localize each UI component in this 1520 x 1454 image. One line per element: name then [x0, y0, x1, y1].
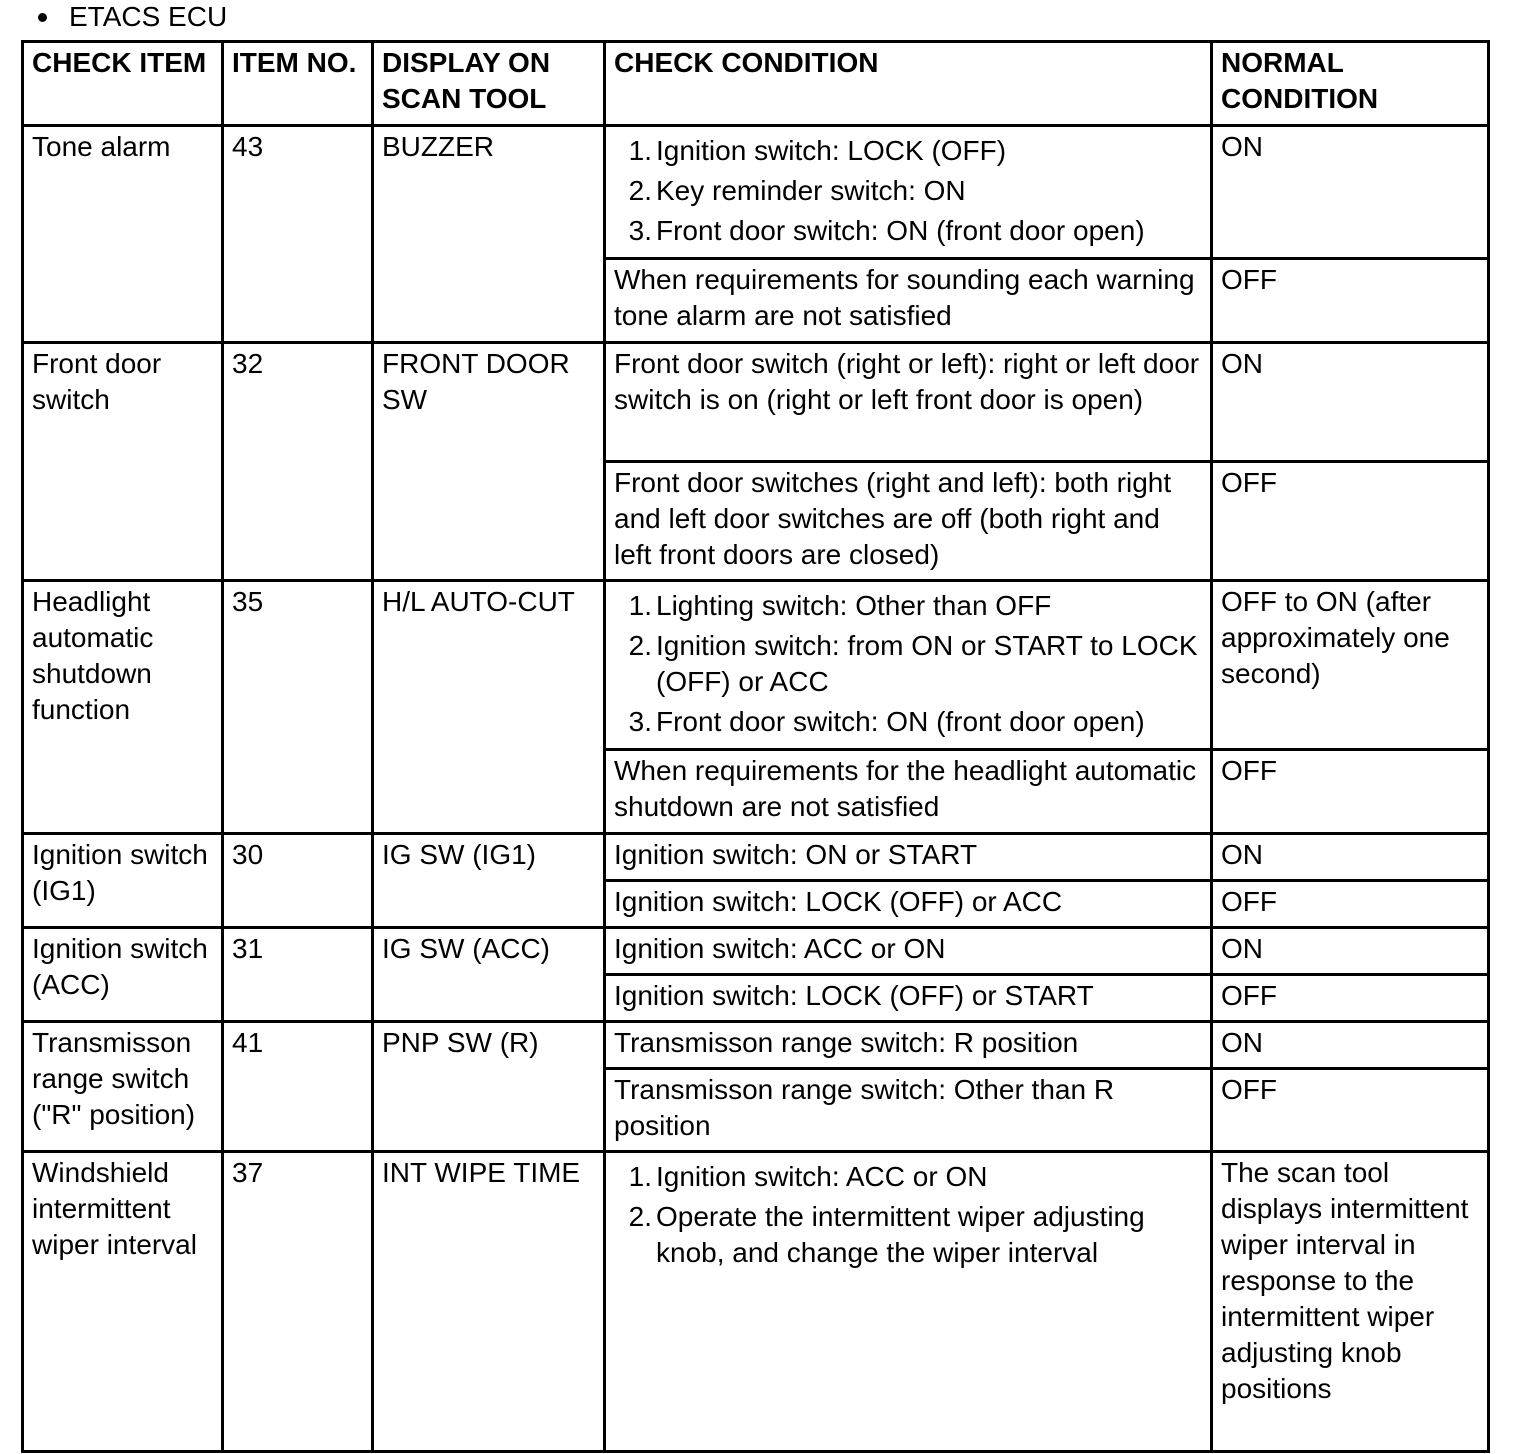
condition-step: 1. Ignition switch: LOCK (OFF) [628, 135, 1007, 166]
condition-step: 3. Front door switch: ON (front door open) [628, 706, 1145, 737]
cell-display: PNP SW (R) [373, 1022, 605, 1152]
cell-normal-condition: The scan tool displays intermittent wiper interval in response to the intermittent wiper adjusting knob positions [1212, 1152, 1489, 1452]
header-check-item: CHECK ITEM [23, 42, 223, 126]
cell-normal-condition: ON [1212, 1022, 1489, 1069]
table-row [23, 834, 1489, 881]
cell-display: IG SW (IG1) [373, 834, 605, 928]
cell-display: BUZZER [373, 126, 605, 343]
table-header-row [23, 42, 1489, 126]
cell-check-condition [605, 1152, 1212, 1452]
cell-normal-condition: OFF [1212, 462, 1489, 581]
bullet-icon [38, 13, 47, 22]
cell-check-item: Front door switch [23, 343, 223, 581]
cell-check-item: Headlight automatic shutdown function [23, 581, 223, 834]
cell-display: H/L AUTO-CUT [373, 581, 605, 834]
cell-item-no: 37 [223, 1152, 373, 1452]
header-normal-condition: NORMAL CONDITION [1212, 42, 1489, 126]
cell-check-condition: Transmisson range switch: Other than R position [605, 1069, 1212, 1152]
cell-item-no: 41 [223, 1022, 373, 1152]
cell-check-item: Transmisson range switch ("R" position) [23, 1022, 223, 1152]
cell-display: IG SW (ACC) [373, 928, 605, 1022]
table-row [23, 343, 1489, 462]
cell-check-condition [605, 581, 1212, 750]
cell-check-condition: Front door switch (right or left): right or left door switch is on (right or left front door is open) [605, 343, 1212, 462]
cell-display: INT WIPE TIME [373, 1152, 605, 1452]
section-title: ETACS ECU [69, 1, 228, 32]
cell-normal-condition: ON [1212, 834, 1489, 881]
cell-check-condition: When requirements for the headlight automatic shutdown are not satisfied [605, 750, 1212, 834]
condition-steps [614, 588, 1202, 740]
cell-normal-condition: OFF [1212, 259, 1489, 343]
cell-normal-condition: ON [1212, 928, 1489, 975]
condition-step: 2. Key reminder switch: ON [628, 175, 966, 206]
cell-item-no: 32 [223, 343, 373, 581]
header-check-condition: CHECK CONDITION [605, 42, 1212, 126]
cell-check-condition: Front door switches (right and left): both right and left door switches are off (both right and left front doors are closed) [605, 462, 1212, 581]
condition-step: 1. Lighting switch: Other than OFF [628, 590, 1052, 621]
cell-check-condition: Ignition switch: LOCK (OFF) or ACC [605, 881, 1212, 928]
check-table [21, 40, 1490, 1453]
cell-check-item: Ignition switch (IG1) [23, 834, 223, 928]
cell-check-item: Ignition switch (ACC) [23, 928, 223, 1022]
condition-step: 2. Ignition switch: from ON or START to LOCK (OFF) or ACC [628, 630, 1198, 697]
condition-steps [614, 133, 1202, 249]
cell-check-condition [605, 126, 1212, 259]
cell-check-condition: Ignition switch: LOCK (OFF) or START [605, 975, 1212, 1022]
table-row [23, 126, 1489, 259]
condition-step: 2. Operate the intermittent wiper adjusting knob, and change the wiper interval [628, 1201, 1145, 1268]
header-display: DISPLAY ON SCAN TOOL [373, 42, 605, 126]
table-row [23, 1152, 1489, 1452]
section-heading [38, 0, 227, 34]
cell-check-item: Tone alarm [23, 126, 223, 343]
cell-item-no: 43 [223, 126, 373, 343]
condition-step: 3. Front door switch: ON (front door open) [628, 215, 1145, 246]
cell-check-condition: Transmisson range switch: R position [605, 1022, 1212, 1069]
table-row [23, 1022, 1489, 1069]
cell-normal-condition: OFF [1212, 975, 1489, 1022]
cell-check-condition: When requirements for sounding each warning tone alarm are not satisfied [605, 259, 1212, 343]
cell-normal-condition: OFF to ON (after approximately one second) [1212, 581, 1489, 750]
cell-item-no: 31 [223, 928, 373, 1022]
table-row [23, 928, 1489, 975]
cell-item-no: 35 [223, 581, 373, 834]
cell-check-condition: Ignition switch: ON or START [605, 834, 1212, 881]
header-item-no: ITEM NO. [223, 42, 373, 126]
condition-steps [614, 1159, 1202, 1271]
cell-check-condition: Ignition switch: ACC or ON [605, 928, 1212, 975]
table-row [23, 581, 1489, 750]
cell-normal-condition: OFF [1212, 750, 1489, 834]
cell-normal-condition: ON [1212, 343, 1489, 462]
condition-step: 1. Ignition switch: ACC or ON [628, 1161, 988, 1192]
cell-item-no: 30 [223, 834, 373, 928]
cell-normal-condition: ON [1212, 126, 1489, 259]
cell-check-item: Windshield intermittent wiper interval [23, 1152, 223, 1452]
cell-normal-condition: OFF [1212, 1069, 1489, 1152]
cell-normal-condition: OFF [1212, 881, 1489, 928]
cell-display: FRONT DOOR SW [373, 343, 605, 581]
